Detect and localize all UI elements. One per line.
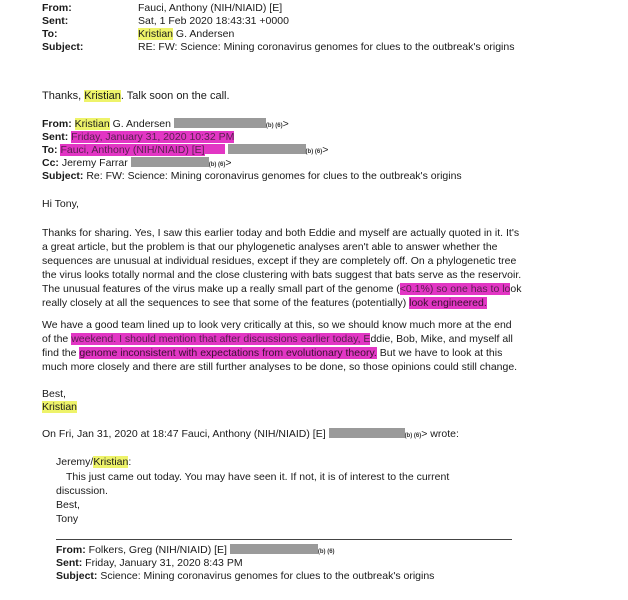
p1-text-a: Thanks for sharing. Yes, I saw this earlier today and both Eddie and myself are actually quoted in it. It's a great article, but the problem is that our phylogenetic analyses aren't able to answer whether the sequences are unusual at individual residues, except if they are completely off. On a phylogenetic tree the virus looks totally normal and the close clustering with bats suggest that bats serve as the reservoir. The unusual features of the virus make up a really small part of the genome ( (42, 227, 522, 295)
quoted-message: This just came out today. You may have seen it. If not, it is of interest to the current discussion. (56, 471, 450, 497)
email3-subject-label: Subject: (56, 570, 98, 582)
to-rest: G. Andersen (173, 28, 235, 40)
email2-to-value: Fauci, Anthony (NIH/NIAID) [E] (60, 144, 205, 156)
reply-name: Kristian (84, 90, 121, 102)
email3-subject (56, 570, 434, 582)
p1-text-b: ok really closely at all the sequences to see that some of the features (potentially) (42, 283, 522, 309)
email2-cc: Cc: Jeremy Farrar (b) (6)> (42, 157, 232, 169)
p2-text-c: But we have to look at this much more closely and there are still further analyses to be done, so those opinions could still change. (42, 347, 518, 373)
addr-a: Jeremy/ (56, 456, 94, 468)
email3-from (56, 544, 335, 556)
pink-mark (205, 144, 225, 154)
to-label: To: (42, 28, 58, 40)
email2-cc-label: Cc: (42, 157, 59, 169)
reply-line (42, 90, 230, 102)
p1-highlight-2: look engineered. (409, 297, 487, 309)
email3-sent-value: Friday, January 31, 2020 8:43 PM (85, 557, 243, 569)
redaction-code: (b) (6) (265, 123, 283, 129)
redaction-code: (b) (6) (208, 162, 226, 168)
reply-thanks: Thanks, (42, 90, 85, 102)
email3-sent (56, 557, 243, 569)
header-subject-value: RE: FW: Science: Mining coronavirus genomes for clues to the outbreak's origins (138, 41, 515, 53)
email2-subject-label: Subject: (42, 170, 84, 182)
email3-from-label: From: (56, 544, 86, 556)
redaction-code: (b) (6) (404, 433, 422, 439)
redaction-code: (b) (6) (317, 549, 335, 555)
quoted-tony: Tony (56, 513, 79, 525)
header-sent-value: Sat, 1 Feb 2020 18:43:31 +0000 (138, 15, 289, 27)
redaction-box (329, 428, 405, 438)
sent-label: Sent: (42, 15, 69, 27)
email2-sent-label: Sent: (42, 131, 69, 143)
header-to-value (138, 28, 234, 40)
p2-highlight-1: weekend. I should mention that after discussions earlier today, E (71, 333, 371, 345)
redaction-code: (b) (6) (305, 149, 323, 155)
email2-subject-value: Re: FW: Science: Mining coronavirus genomes for clues to the outbreak's origins (86, 170, 462, 182)
quoted-on-line (42, 428, 459, 440)
redaction-box (131, 157, 209, 167)
header-from (42, 2, 72, 14)
divider-line (56, 539, 512, 540)
email2-to-label: To: (42, 144, 58, 156)
p1-highlight-1: <0.1%) so one has to lo (399, 283, 511, 295)
email2-cc-value: Jeremy Farrar (61, 157, 128, 169)
redaction-box (228, 144, 306, 154)
highlight-name: Kristian (138, 28, 174, 40)
email2-sent-value: Friday, January 31, 2020 10:32 PM (71, 131, 235, 143)
addr-colon: : (128, 456, 132, 468)
email3-from-value: Folkers, Greg (NIH/NIAID) [E] (88, 544, 227, 556)
email2-to: To: Fauci, Anthony (NIH/NIAID) [E] (b) (6)> (42, 144, 329, 156)
addr-name: Kristian (93, 456, 129, 468)
email2-from-name: Kristian (74, 118, 110, 130)
redaction-box (230, 544, 318, 554)
p2-text-b: ddie, Bob, Mike, and myself all find the (42, 333, 513, 359)
greeting: Hi Tony, (42, 198, 79, 210)
email3-sent-label: Sent: (56, 557, 83, 569)
redaction-box (174, 118, 266, 128)
email3-subject-value: Science: Mining coronavirus genomes for clues to the outbreak's origins (100, 570, 435, 582)
email2-from-rest: G. Andersen (109, 118, 171, 130)
p2-highlight-2: genome inconsistent with expectations from evolutionary theory. (79, 347, 377, 359)
quoted-wrote: > wrote: (421, 428, 459, 440)
email2-sent (42, 131, 234, 143)
header-from-value: Fauci, Anthony (NIH/NIAID) [E] (138, 2, 283, 14)
quoted-on-text: On Fri, Jan 31, 2020 at 18:47 Fauci, Anthony (NIH/NIAID) [E] (42, 428, 329, 440)
body-paragraph-1 (42, 226, 522, 310)
body-paragraph-2 (42, 318, 522, 374)
from-label: From: (42, 2, 72, 14)
quoted-best: Best, (56, 499, 80, 511)
email2-from: From: Kristian G. Andersen (b) (6)> (42, 118, 289, 130)
email2-subject (42, 170, 462, 182)
subject-label: Subject: (42, 41, 84, 53)
p2-text-a: We have a good team lined up to look very critically at this, so we should know much more at the end of the (42, 319, 512, 345)
email2-from-label: From: (42, 118, 72, 130)
sign-best: Best, (42, 388, 66, 400)
reply-rest: . Talk soon on the call. (120, 90, 230, 102)
quoted-addressee (56, 456, 131, 468)
sign-name: Kristian (42, 401, 78, 413)
